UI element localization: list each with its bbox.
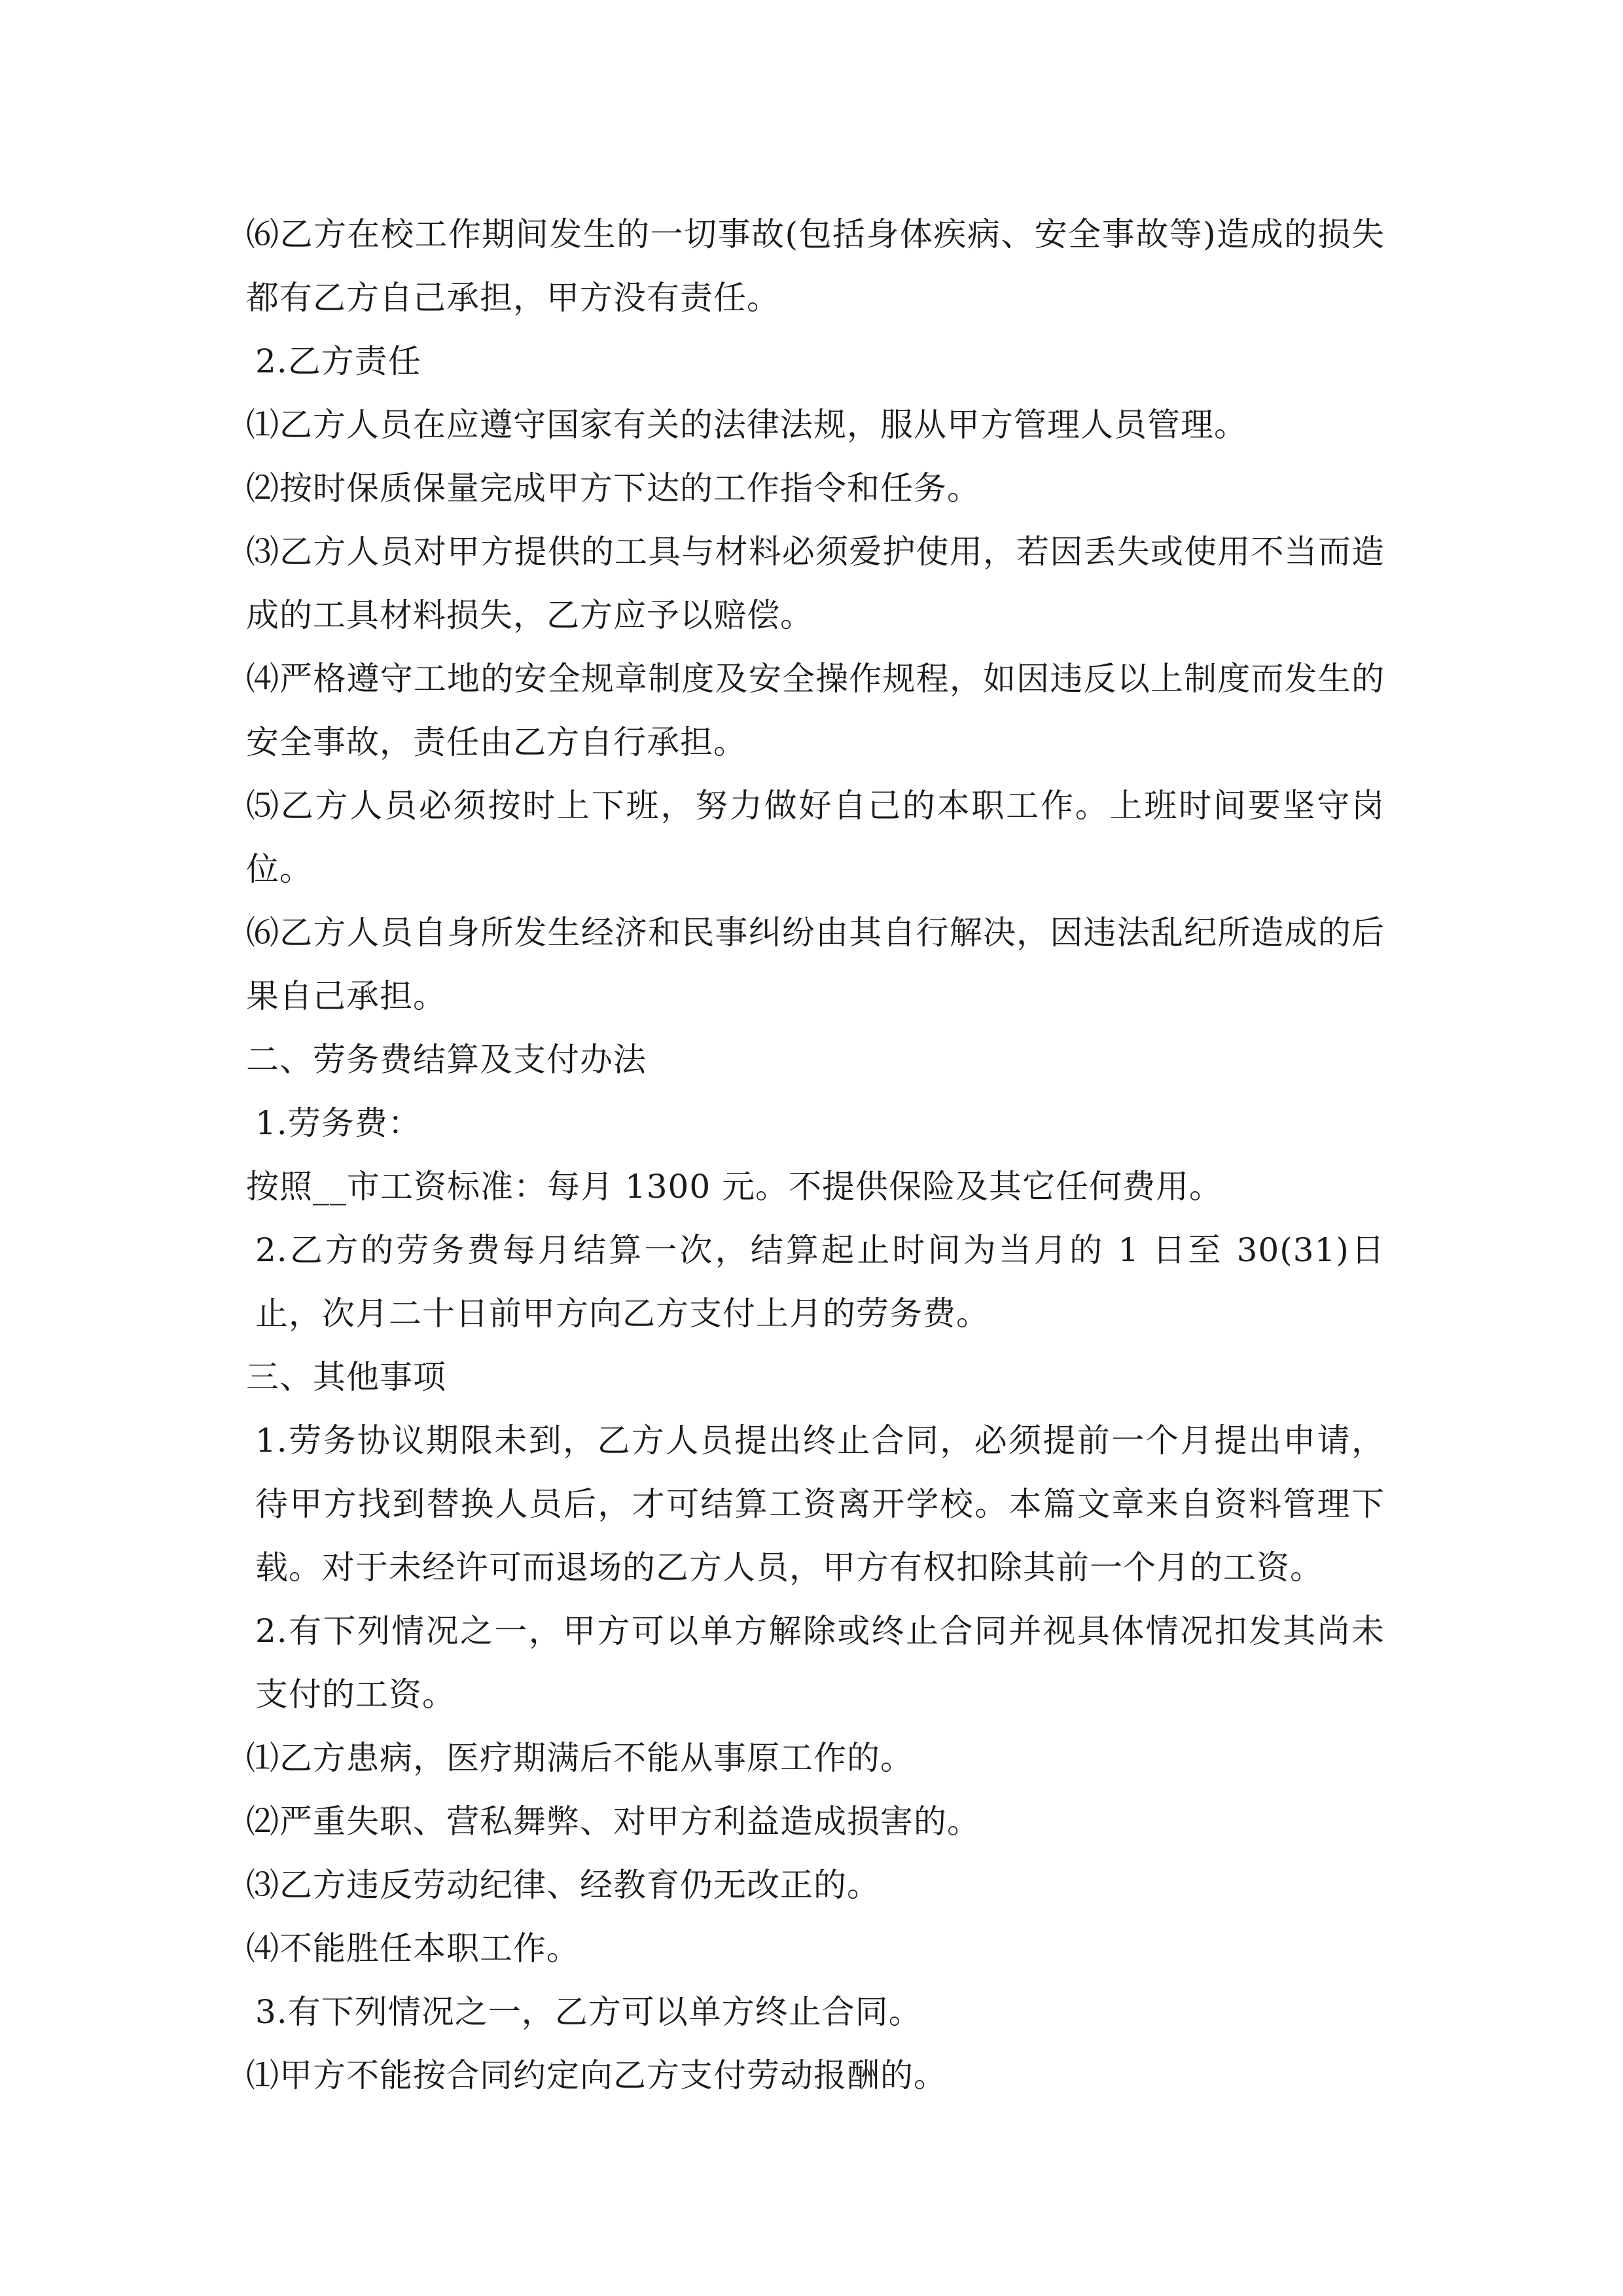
paragraph-wage-standard: 按照__市工资标准：每月 1300 元。不提供保险及其它任何费用。 (246, 1168, 1223, 1206)
paragraph-party-b-termination: 3.有下列情况之一，乙方可以单方终止合同。 (255, 1993, 922, 2031)
paragraph-tools-materials: ⑶乙方人员对甲方提供的工具与材料必须爱护使用，若因丢失或使用不当而造成的工具材料损失，乙方应予以赔偿。 (246, 533, 1385, 634)
paragraph-incompetence: ⑷不能胜任本职工作。 (246, 1929, 580, 1967)
paragraph-party-a-termination: 2.有下列情况之一，甲方可以单方解除或终止合同并视具体情况扣发其尚未支付的工资。 (255, 1612, 1385, 1713)
paragraph-discipline: ⑶乙方违反劳动纪律、经教育仍无改正的。 (246, 1866, 880, 1904)
paragraph-work-hours: ⑸乙方人员必须按时上下班，努力做好自己的本职工作。上班时间要坚守岗位。 (246, 787, 1385, 888)
paragraph-disputes: ⑹乙方人员自身所发生经济和民事纠纷由其自行解决，因违法乱纪所造成的后果自己承担。 (246, 914, 1385, 1015)
paragraph-complete-tasks: ⑵按时保质保量完成甲方下达的工作指令和任务。 (246, 469, 980, 507)
paragraph-obey-laws: ⑴乙方人员在应遵守国家有关的法律法规，服从甲方管理人员管理。 (246, 406, 1247, 444)
heading-other-matters: 三、其他事项 (246, 1358, 446, 1396)
paragraph-unpaid-wages: ⑴甲方不能按合同约定向乙方支付劳动报酬的。 (246, 2056, 947, 2094)
paragraph-monthly-settlement: 2.乙方的劳务费每月结算一次，结算起止时间为当月的 1 日至 30(31)日止，次月二十日前甲方向乙方支付上月的劳务费。 (255, 1231, 1385, 1333)
heading-labor-fee: 1.劳务费： (255, 1104, 421, 1142)
heading-party-b-responsibility: 2.乙方责任 (255, 342, 421, 380)
paragraph-misconduct: ⑵严重失职、营私舞弊、对甲方利益造成损害的。 (246, 1803, 980, 1840)
heading-payment-settlement: 二、劳务费结算及支付办法 (246, 1041, 647, 1079)
paragraph-early-termination: 1.劳务协议期限未到，乙方人员提出终止合同，必须提前一个月提出申请，待甲方找到替换人员后，才可结算工资离开学校。本篇文章来自资料管理下载。对于未经许可而退场的乙方人员，甲方有权扣除其前一个月的工资。 (255, 1422, 1385, 1587)
paragraph-illness: ⑴乙方患病，医疗期满后不能从事原工作的。 (246, 1739, 914, 1777)
paragraph-safety-rules: ⑷严格遵守工地的安全规章制度及安全操作规程，如因违反以上制度而发生的安全事故，责任由乙方自行承担。 (246, 660, 1385, 761)
paragraph-accident-liability: ⑹乙方在校工作期间发生的一切事故(包括身体疾病、安全事故等)造成的损失都有乙方自己承担，甲方没有责任。 (246, 215, 1385, 317)
document-body (246, 203, 1385, 2108)
